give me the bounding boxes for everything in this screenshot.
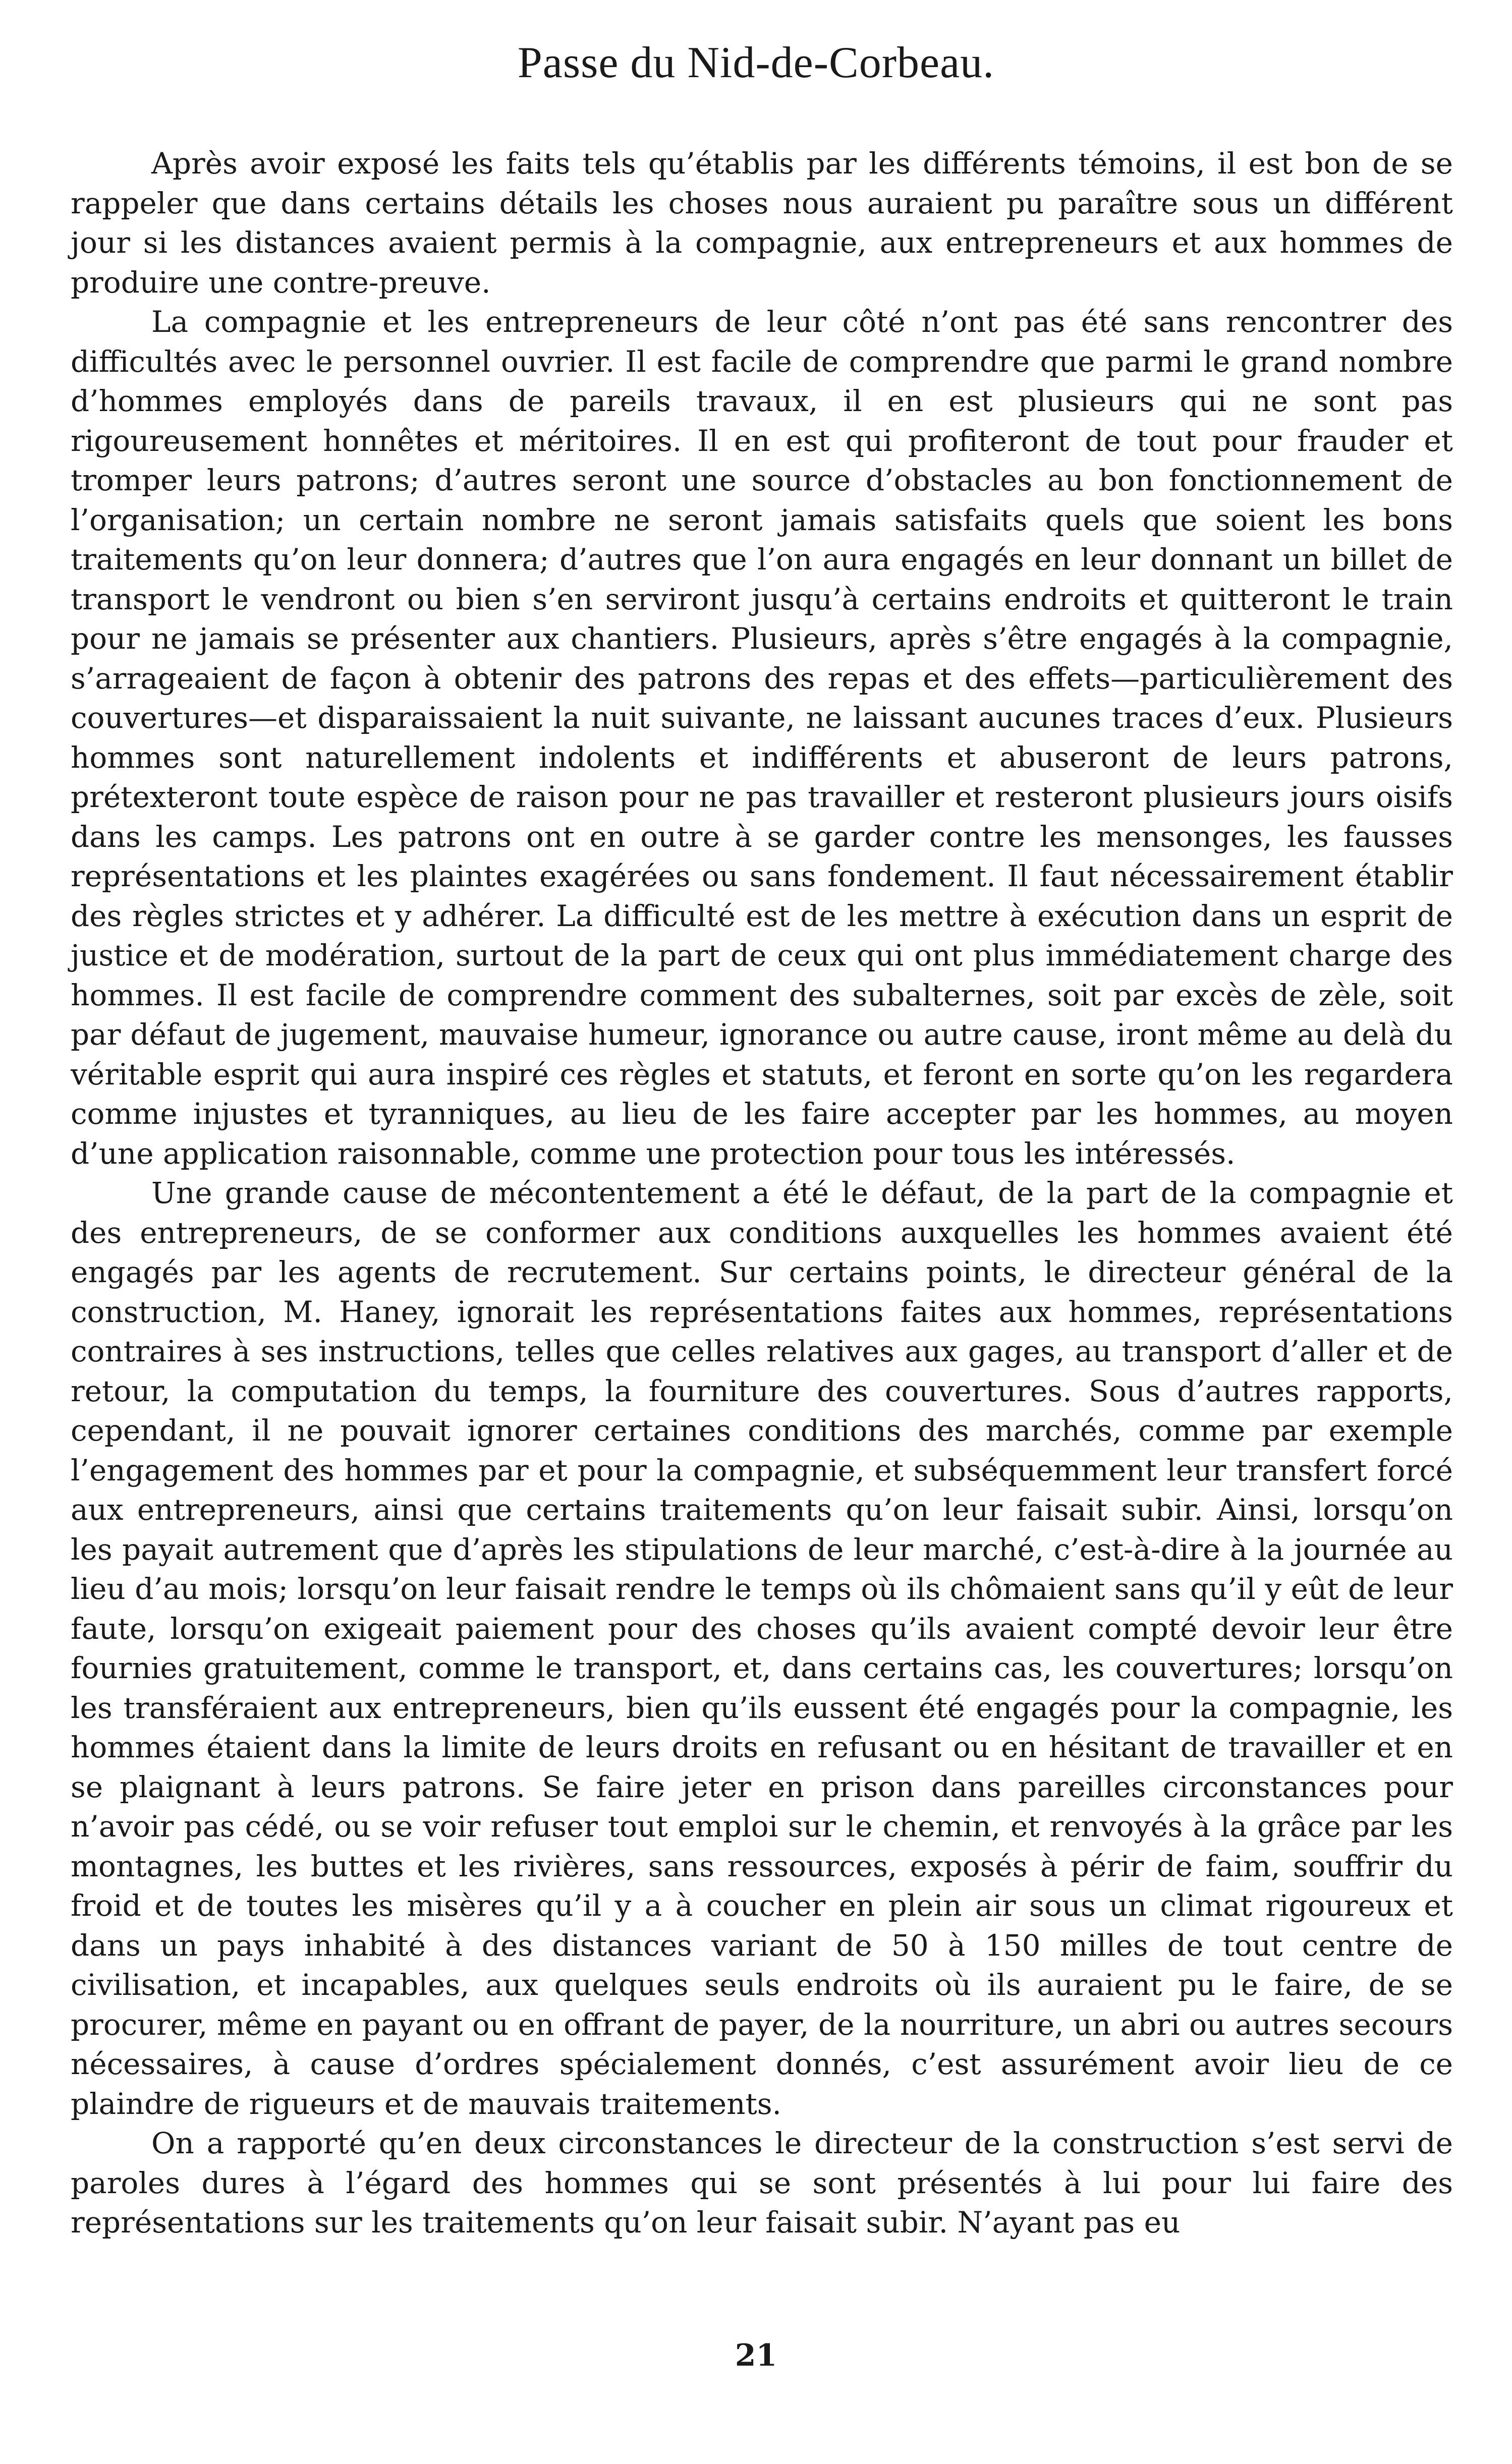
page-title: Passe du Nid-de-Corbeau. [517, 38, 995, 87]
paragraph-3: Une grande cause de mécontentement a été le défaut, de la part de la compagnie et des entrepreneurs, de se conformer aux conditions auxquelles les hommes avaient été engagés par les agents de recrutement. Sur certains points, le directeur général de la construction, M. Haney, ignorait les représentations faites aux hommes, représentations contraires à ses instructions, telles que celles relatives aux gages, au transport d’aller et de retour, la computation du temps, la fourniture des couvertures. Sous d’autres rapports, cependant, il ne pouvait ignorer certaines conditions des marchés, comme par exemple l’engagement des hommes par et pour la compagnie, et subséquemment leur transfert forcé aux entrepreneurs, ainsi que certains traitements qu’on leur faisait subir. Ainsi, lorsqu’on les payait autrement que d’après les stipulations de leur marché, c’est-à-dire à la journée au lieu d’au mois; lorsqu’on leur faisait rendre le temps où ils chômaient sans qu’il y eût de leur faute, lorsqu’on exigeait paiement pour des choses qu’ils avaient compté devoir leur être fournies gratuitement, comme le transport, et, dans certains cas, les couvertures; lorsqu’on les transféraient aux entrepreneurs, bien qu’ils eussent été engagés pour la compagnie, les hommes étaient dans la limite de leurs droits en refusant ou en hésitant de travailler et en se plaignant à leurs patrons. Se faire jeter en prison dans pareilles circonstances pour n’avoir pas cédé, ou se voir refuser tout emploi sur le chemin, et renvoyés à la grâce par les montagnes, les buttes et les rivières, sans ressources, exposés à périr de faim, souffrir du froid et de toutes les misères qu’il y a à coucher en plein air sous un climat rigoureux et dans un pays inhabité à des distances variant de 50 à 150 milles de tout centre de civilisation, et incapables, aux quelques seuls endroits où ils auraient pu le faire, de se procurer, même en payant ou en offrant de payer, de la nourriture, un abri ou autres secours nécessaires, à cause d’ordres spécialement donnés, c’est assurément avoir lieu de ce plaindre de rigueurs et de mauvais traitements. [71, 1176, 1453, 2121]
body-text [71, 144, 1453, 2243]
paragraph-4: On a rapporté qu’en deux circonstances le directeur de la construction s’est servi de paroles dures à l’égard des hommes qui se sont présentés à lui pour lui faire des représentations sur les traitements qu’on leur faisait subir. N’ayant pas eu [71, 2126, 1453, 2240]
paragraph-1: Après avoir exposé les faits tels qu’établis par les différents témoins, il est bon de se rappeler que dans certains détails les choses nous auraient pu paraître sous un différent jour si les distances avaient permis à la compagnie, aux entrepreneurs et aux hommes de produire une contre-preuve. [71, 146, 1453, 300]
page-number: 21 [735, 2338, 777, 2373]
paragraph-2: La compagnie et les entrepreneurs de leur côté n’ont pas été sans rencontrer des difficultés avec le personnel ouvrier. Il est facile de comprendre que parmi le grand nombre d’hommes employés dans de pareils travaux, il en est plusieurs qui ne sont pas rigoureusement honnêtes et méritoires. Il en est qui profiteront de tout pour frauder et tromper leurs patrons; d’autres seront une source d’obstacles au bon fonctionnement de l’organisation; un certain nombre ne seront jamais satisfaits quels que soient les bons traitements qu’on leur donnera; d’autres que l’on aura engagés en leur donnant un billet de transport le vendront ou bien s’en serviront jusqu’à certains endroits et quitteront le train pour ne jamais se présenter aux chantiers. Plusieurs, après s’être engagés à la compagnie, s’arrageaient de façon à obtenir des patrons des repas et des effets—particulièrement des couvertures—et disparaissaient la nuit suivante, ne laissant aucunes traces d’eux. Plusieurs hommes sont naturellement indolents et indifférents et abuseront de leurs patrons, prétexteront toute espèce de raison pour ne pas travailler et resteront plusieurs jours oisifs dans les camps. Les patrons ont en outre à se garder contre les mensonges, les fausses représentations et les plaintes exagérées ou sans fondement. Il faut nécessairement établir des règles strictes et y adhérer. La difficulté est de les mettre à exécution dans un esprit de justice et de modération, surtout de la part de ceux qui ont plus immédiatement charge des hommes. Il est facile de comprendre comment des subalternes, soit par excès de zèle, soit par défaut de jugement, mauvaise humeur, ignorance ou autre cause, iront même au delà du véritable esprit qui aura inspiré ces règles et statuts, et feront en sorte qu’on les regardera comme injustes et tyranniques, au lieu de les faire accepter par les hommes, au moyen d’une application raisonnable, comme une protection pour tous les intéressés. [71, 305, 1453, 1171]
